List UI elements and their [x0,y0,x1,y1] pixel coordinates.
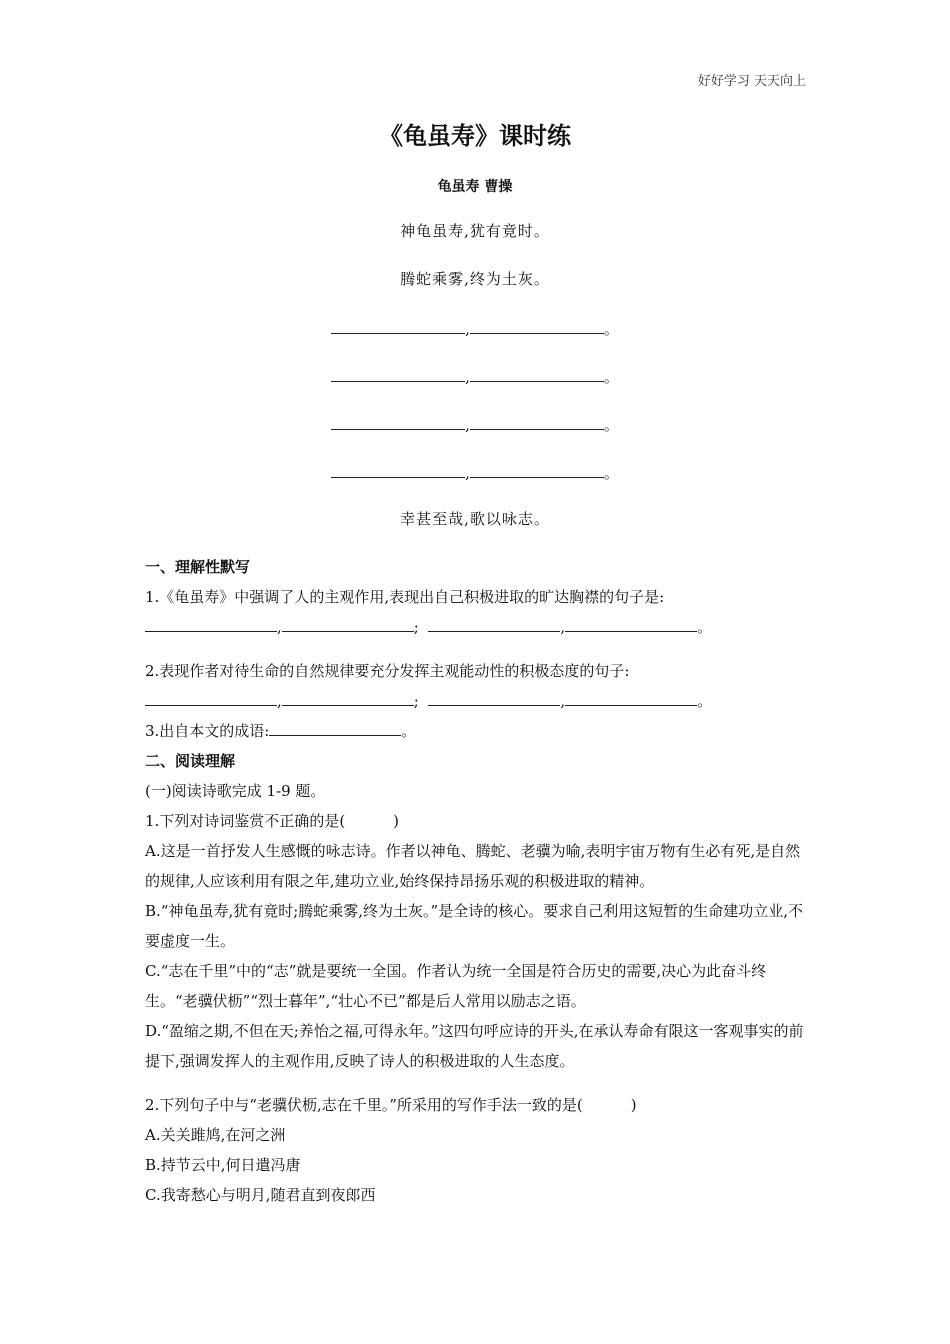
question-text: 3.出自本文的成语: [145,722,270,740]
question-1-1: 1.《龟虽寿》中强调了人的主观作用,表现出自己积极进取的旷达胸襟的句子是: [145,588,665,606]
poem-subtitle: 龟虽寿 曹操 [437,179,513,195]
option-a: A.这是一首抒发人生感慨的咏志诗。作者以神龟、腾蛇、老骥为喻,表明宇宙万物有生必有死,是自然的规律,人应该利用有限之年,建功立业,始终保持昂扬乐观的积极进取的精神。 [145,842,801,890]
paren-close: ) [393,812,400,830]
poem-line-2: 腾蛇乘雾,终为土灰。 [400,270,550,288]
blank-field[interactable] [470,367,604,382]
blank-field[interactable] [145,615,277,632]
period-mark: 。 [603,320,619,338]
page-title: 《龟虽寿》课时练 [379,122,571,150]
option-a: A.关关雎鸠,在河之洲 [145,1126,286,1144]
blank-field[interactable] [428,689,560,706]
poem-blank-line [0,414,950,435]
header-motto: 好好学习 天天向上 [697,74,806,89]
blank-field[interactable] [428,615,560,632]
period-mark: 。 [603,464,619,482]
question-stem: 1.下列对诗词鉴赏不正确的是( [145,812,346,830]
poem-blank-line [0,462,950,483]
option-b: B.“神龟虽寿,犹有竟时;腾蛇乘雾,终为土灰。”是全诗的核心。要求自己利用这短暂的生命建功立业,不要虚度一生。 [145,902,803,950]
comma-mark: , [465,320,470,338]
semicolon-mark: ; [413,692,419,710]
blank-field[interactable] [331,367,465,382]
blank-field[interactable] [331,463,465,478]
question-stem: 2.下列句子中与“老骥伏枥,志在千里。”所采用的写作手法一致的是( [145,1096,583,1114]
blank-field[interactable] [331,319,465,334]
option-d: D.“盈缩之期,不但在天;养怡之福,可得永年。”这四句呼应诗的开头,在承认寿命有限这一客观事实的前提下,强调发挥人的主观作用,反映了诗人的积极进取的人生态度。 [145,1022,804,1070]
answer-line-2 [145,686,805,716]
exercise-content [145,552,805,1210]
comma-mark: , [465,464,470,482]
question-2-2 [145,1090,805,1120]
blank-field[interactable] [565,615,697,632]
section-heading-1: 一、理解性默写 [145,558,251,576]
blank-field[interactable] [282,615,414,632]
comma-mark: , [277,692,282,710]
blank-field[interactable] [145,689,277,706]
comma-mark: , [560,618,566,636]
poem-blank-line [0,366,950,387]
blank-field[interactable] [470,463,604,478]
comma-mark: , [465,416,470,434]
period-mark: 。 [603,416,619,434]
question-2-1 [145,806,805,836]
comma-mark: , [277,618,282,636]
poem-line-1: 神龟虽寿,犹有竟时。 [400,222,550,240]
period-mark: 。 [401,722,417,740]
option-c: C.“志在千里”中的“志”就是要统一全国。作者认为统一全国是符合历史的需要,决心为此奋斗终生。“老骥伏枥”“烈士暮年”,“壮心不已”都是后人常用以励志之语。 [145,962,767,1010]
period-mark: 。 [697,692,713,710]
question-1-3 [145,716,805,746]
blank-field[interactable] [269,719,401,736]
question-1-2: 2.表现作者对待生命的自然规律要充分发挥主观能动性的积极态度的句子: [145,662,630,680]
poem-line-last: 幸甚至哉,歌以咏志。 [400,510,550,528]
blank-field[interactable] [565,689,697,706]
poem-blank-line [0,318,950,339]
comma-mark: , [465,368,470,386]
section-heading-2: 二、阅读理解 [145,752,236,770]
period-mark: 。 [697,618,713,636]
blank-field[interactable] [282,689,414,706]
option-b: B.持节云中,何日遣冯唐 [145,1156,301,1174]
paren-close: ) [630,1096,637,1114]
blank-field[interactable] [470,415,604,430]
blank-field[interactable] [331,415,465,430]
blank-field[interactable] [470,319,604,334]
option-c: C.我寄愁心与明月,随君直到夜郎西 [145,1186,376,1204]
period-mark: 。 [603,368,619,386]
section-intro: (一)阅读诗歌完成 1-9 题。 [145,782,326,800]
answer-line-1 [145,612,805,642]
semicolon-mark: ; [413,618,419,636]
comma-mark: , [560,692,566,710]
